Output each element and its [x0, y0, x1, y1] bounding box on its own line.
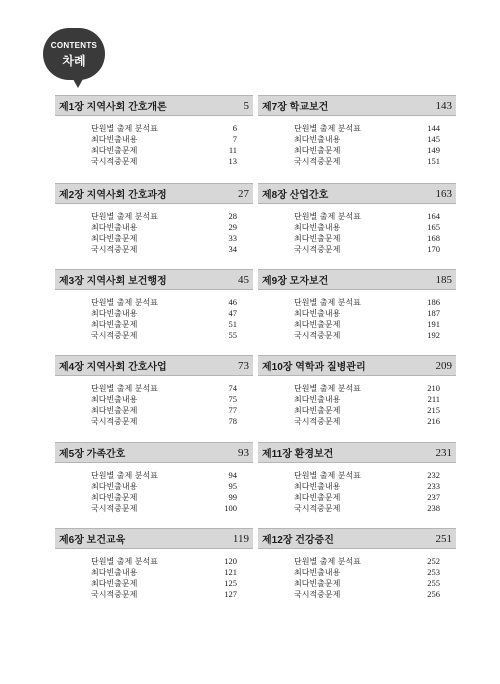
toc-entry[interactable]: [55, 394, 253, 405]
toc-entry[interactable]: [258, 492, 456, 503]
toc-entry-label: 최다빈출내용: [294, 223, 341, 232]
toc-entry-label: 최다빈출문제: [294, 579, 341, 588]
chapter-item-list: [55, 297, 253, 341]
toc-entry-page: 191: [427, 319, 440, 329]
chapter-header[interactable]: [258, 269, 456, 290]
toc-entry[interactable]: [258, 567, 456, 578]
toc-section: [258, 183, 456, 255]
toc-entry-page: 55: [228, 330, 237, 340]
toc-section: [258, 95, 456, 167]
chapter-title: 제8장 산업간호: [262, 190, 329, 201]
toc-entry-label: 최다빈출문제: [91, 493, 138, 502]
chapter-title: 제12장 건강증진: [262, 535, 334, 546]
toc-entry[interactable]: [55, 556, 253, 567]
toc-entry-label: 최다빈출내용: [91, 395, 138, 404]
toc-entry-label: 최다빈출문제: [91, 579, 138, 588]
toc-entry-page: 94: [228, 470, 237, 480]
toc-entry[interactable]: [55, 123, 253, 134]
toc-entry[interactable]: [55, 405, 253, 416]
toc-section: [55, 528, 253, 600]
toc-entry-label: 단원별 출제 분석표: [91, 384, 158, 393]
toc-entry[interactable]: [258, 578, 456, 589]
toc-entry-page: 151: [427, 156, 440, 166]
toc-entry-page: 120: [224, 556, 237, 566]
toc-entry[interactable]: [258, 319, 456, 330]
toc-entry[interactable]: [55, 503, 253, 514]
toc-entry-label: 단원별 출제 분석표: [294, 124, 361, 133]
toc-entry-label: 최다빈출내용: [91, 309, 138, 318]
badge-korean-label: 차례: [62, 54, 86, 68]
toc-entry[interactable]: [55, 330, 253, 341]
chapter-title: 제2장 지역사회 간호과정: [59, 190, 167, 201]
chapter-item-list: [55, 123, 253, 167]
chapter-header[interactable]: [258, 528, 456, 549]
chapter-item-list: [258, 470, 456, 514]
chapter-item-list: [258, 297, 456, 341]
toc-entry-label: 국시적중문제: [294, 245, 341, 254]
toc-entry-label: 최다빈출문제: [294, 320, 341, 329]
chapter-page-number: 73: [238, 359, 249, 372]
chapter-title: 제10장 역학과 질병관리: [262, 362, 366, 373]
toc-entry-page: 74: [228, 383, 237, 393]
toc-entry[interactable]: [55, 416, 253, 427]
toc-entry-label: 최다빈출문제: [294, 493, 341, 502]
chapter-header[interactable]: [258, 183, 456, 204]
chapter-header[interactable]: [258, 442, 456, 463]
toc-entry[interactable]: [258, 481, 456, 492]
toc-entry[interactable]: [55, 211, 253, 222]
chapter-item-list: [55, 556, 253, 600]
toc-entry-label: 최다빈출문제: [91, 146, 138, 155]
toc-entry-page: 233: [427, 481, 440, 491]
toc-entry-page: 51: [228, 319, 237, 329]
toc-entry-label: 국시적중문제: [294, 417, 341, 426]
toc-entry[interactable]: [55, 383, 253, 394]
chapter-page-number: 251: [435, 532, 452, 545]
chapter-header[interactable]: [55, 528, 253, 549]
toc-entry-page: 215: [427, 405, 440, 415]
toc-entry-page: 78: [228, 416, 237, 426]
toc-entry[interactable]: [55, 567, 253, 578]
toc-entry[interactable]: [258, 405, 456, 416]
toc-entry-label: 국시적중문제: [91, 417, 138, 426]
toc-entry[interactable]: [258, 145, 456, 156]
toc-entry[interactable]: [258, 134, 456, 145]
chapter-title: 제5장 가족간호: [59, 449, 126, 460]
toc-entry-label: 국시적중문제: [294, 157, 341, 166]
toc-entry-label: 단원별 출제 분석표: [91, 298, 158, 307]
badge-english-label: CONTENTS: [50, 41, 98, 50]
toc-entry-label: 최다빈출문제: [91, 406, 138, 415]
toc-section: [258, 355, 456, 427]
toc-entry-label: 최다빈출문제: [294, 406, 341, 415]
chapter-item-list: [258, 556, 456, 600]
toc-entry-label: 최다빈출내용: [294, 482, 341, 491]
toc-entry[interactable]: [258, 308, 456, 319]
chapter-header[interactable]: [258, 355, 456, 376]
toc-entry[interactable]: [258, 330, 456, 341]
toc-entry-label: 국시적중문제: [91, 157, 138, 166]
toc-entry-label: 국시적중문제: [91, 590, 138, 599]
toc-entry[interactable]: [55, 308, 253, 319]
toc-entry-label: 단원별 출제 분석표: [294, 557, 361, 566]
toc-section: [55, 442, 253, 514]
toc-entry-page: 75: [228, 394, 237, 404]
toc-entry-page: 46: [228, 297, 237, 307]
toc-entry[interactable]: [258, 211, 456, 222]
toc-entry-label: 단원별 출제 분석표: [294, 298, 361, 307]
toc-entry-page: 29: [228, 222, 237, 232]
toc-entry[interactable]: [258, 297, 456, 308]
chapter-page-number: 119: [232, 532, 249, 545]
toc-entry-label: 최다빈출내용: [294, 568, 341, 577]
toc-entry[interactable]: [258, 244, 456, 255]
toc-entry[interactable]: [55, 470, 253, 481]
toc-entry-page: 211: [427, 394, 440, 404]
toc-entry-page: 144: [427, 123, 440, 133]
toc-entry-label: 최다빈출문제: [294, 234, 341, 243]
toc-entry-page: 33: [228, 233, 237, 243]
toc-entry-page: 11: [228, 145, 237, 155]
toc-entry[interactable]: [258, 123, 456, 134]
toc-entry[interactable]: [55, 134, 253, 145]
toc-entry-page: 47: [228, 308, 237, 318]
toc-entry-label: 국시적중문제: [91, 245, 138, 254]
toc-entry-page: 187: [427, 308, 440, 318]
toc-entry-page: 13: [228, 156, 237, 166]
toc-entry[interactable]: [55, 145, 253, 156]
toc-entry-page: 168: [427, 233, 440, 243]
chapter-title: 제7장 학교보건: [262, 102, 329, 113]
chapter-header[interactable]: [55, 183, 253, 204]
toc-entry-label: 국시적중문제: [91, 504, 138, 513]
chapter-title: 제9장 모자보건: [262, 276, 329, 287]
toc-entry-label: 최다빈출내용: [91, 223, 138, 232]
chapter-item-list: [258, 123, 456, 167]
chapter-header[interactable]: [55, 269, 253, 290]
chapter-header[interactable]: [55, 355, 253, 376]
toc-section: [55, 183, 253, 255]
toc-entry-page: 125: [224, 578, 237, 588]
toc-entry-label: 단원별 출제 분석표: [294, 212, 361, 221]
toc-entry-page: 253: [427, 567, 440, 577]
toc-entry-page: 192: [427, 330, 440, 340]
chapter-title: 제6장 보건교육: [59, 535, 126, 546]
toc-entry-label: 국시적중문제: [294, 504, 341, 513]
toc-entry[interactable]: [258, 470, 456, 481]
chapter-page-number: 231: [435, 446, 452, 459]
toc-entry-label: 국시적중문제: [294, 331, 341, 340]
chapter-page-number: 185: [435, 273, 452, 286]
toc-entry-label: 단원별 출제 분석표: [91, 471, 158, 480]
toc-entry-page: 127: [224, 589, 237, 599]
toc-entry-page: 95: [228, 481, 237, 491]
toc-entry-label: 단원별 출제 분석표: [91, 124, 158, 133]
toc-entry[interactable]: [55, 319, 253, 330]
toc-entry[interactable]: [55, 233, 253, 244]
chapter-item-list: [55, 211, 253, 255]
chapter-item-list: [55, 383, 253, 427]
chapter-header[interactable]: [55, 442, 253, 463]
chapter-page-number: 93: [238, 446, 249, 459]
toc-entry-page: 28: [228, 211, 237, 221]
toc-entry-label: 최다빈출내용: [294, 135, 341, 144]
chapter-page-number: 143: [435, 99, 452, 112]
toc-entry-label: 최다빈출문제: [91, 320, 138, 329]
chapter-title: 제1장 지역사회 간호개론: [59, 102, 167, 113]
toc-entry-page: 145: [427, 134, 440, 144]
chapter-page-number: 45: [238, 273, 249, 286]
toc-entry[interactable]: [258, 156, 456, 167]
chapter-page-number: 209: [435, 359, 452, 372]
toc-entry-label: 국시적중문제: [294, 590, 341, 599]
toc-entry-label: 국시적중문제: [91, 331, 138, 340]
toc-entry-page: 7: [232, 134, 237, 144]
toc-entry-page: 99: [228, 492, 237, 502]
toc-entry-label: 최다빈출문제: [294, 146, 341, 155]
toc-entry-label: 최다빈출문제: [91, 234, 138, 243]
toc-entry-page: 149: [427, 145, 440, 155]
toc-section: [258, 269, 456, 341]
toc-entry[interactable]: [55, 222, 253, 233]
toc-entry-page: 186: [427, 297, 440, 307]
toc-entry[interactable]: [55, 156, 253, 167]
toc-entry-label: 단원별 출제 분석표: [294, 384, 361, 393]
toc-section: [55, 355, 253, 427]
chapter-title: 제11장 환경보건: [262, 449, 334, 460]
toc-entry[interactable]: [55, 492, 253, 503]
toc-section: [55, 269, 253, 341]
toc-entry[interactable]: [258, 589, 456, 600]
toc-entry-page: 232: [427, 470, 440, 480]
toc-entry[interactable]: [258, 233, 456, 244]
toc-entry[interactable]: [258, 222, 456, 233]
chapter-page-number: 27: [238, 187, 249, 200]
toc-entry-page: 77: [228, 405, 237, 415]
toc-entry-page: 256: [427, 589, 440, 599]
toc-entry-page: 255: [427, 578, 440, 588]
toc-entry-page: 238: [427, 503, 440, 513]
toc-entry-page: 210: [427, 383, 440, 393]
toc-entry-page: 252: [427, 556, 440, 566]
toc-entry-label: 최다빈출내용: [91, 135, 138, 144]
toc-entry-label: 최다빈출내용: [294, 309, 341, 318]
toc-entry[interactable]: [55, 481, 253, 492]
toc-entry[interactable]: [258, 394, 456, 405]
toc-entry-page: 216: [427, 416, 440, 426]
chapter-item-list: [258, 383, 456, 427]
chapter-header[interactable]: [55, 95, 253, 116]
toc-entry-label: 단원별 출제 분석표: [91, 557, 158, 566]
toc-entry[interactable]: [258, 383, 456, 394]
chapter-title: 제4장 지역사회 간호사업: [59, 362, 167, 373]
toc-entry-label: 단원별 출제 분석표: [294, 471, 361, 480]
toc-entry-page: 165: [427, 222, 440, 232]
toc-entry-page: 170: [427, 244, 440, 254]
toc-entry-page: 100: [224, 503, 237, 513]
chapter-page-number: 5: [243, 99, 249, 112]
toc-entry-label: 최다빈출내용: [91, 568, 138, 577]
chapter-header[interactable]: [258, 95, 456, 116]
chapter-item-list: [55, 470, 253, 514]
toc-entry-label: 최다빈출내용: [294, 395, 341, 404]
toc-entry-label: 단원별 출제 분석표: [91, 212, 158, 221]
toc-entry-page: 164: [427, 211, 440, 221]
chapter-item-list: [258, 211, 456, 255]
toc-entry[interactable]: [258, 416, 456, 427]
toc-entry-page: 6: [232, 123, 237, 133]
toc-entry-page: 34: [228, 244, 237, 254]
toc-entry[interactable]: [55, 297, 253, 308]
toc-entry[interactable]: [258, 503, 456, 514]
toc-entry-label: 최다빈출내용: [91, 482, 138, 491]
toc-entry[interactable]: [55, 589, 253, 600]
contents-badge: [43, 28, 105, 80]
chapter-page-number: 163: [435, 187, 452, 200]
toc-entry[interactable]: [258, 556, 456, 567]
toc-section: [258, 528, 456, 600]
toc-entry[interactable]: [55, 244, 253, 255]
chapter-title: 제3장 지역사회 보건행정: [59, 276, 167, 287]
toc-section: [55, 95, 253, 167]
toc-entry-page: 237: [427, 492, 440, 502]
toc-entry-page: 121: [224, 567, 237, 577]
toc-section: [258, 442, 456, 514]
toc-entry[interactable]: [55, 578, 253, 589]
